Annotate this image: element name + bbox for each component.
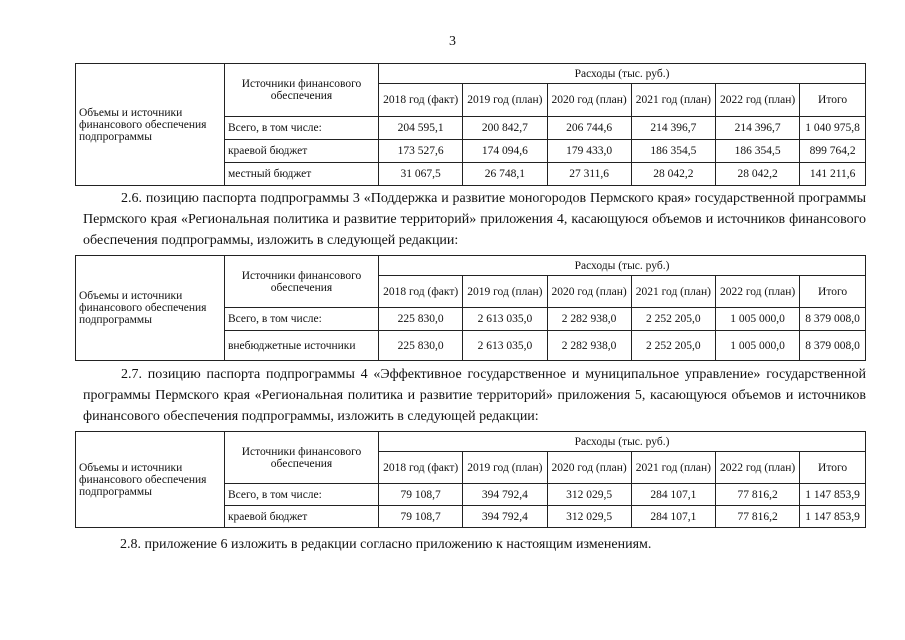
value-cell: 394 792,4: [463, 484, 547, 506]
value-cell: 225 830,0: [379, 331, 463, 361]
sources-header: Источники финансового обеспечения: [224, 256, 378, 308]
total-cell: 899 764,2: [800, 140, 866, 163]
year-header: 2022 год (план): [715, 452, 799, 484]
year-header: 2021 год (план): [631, 452, 715, 484]
year-header: 2019 год (план): [463, 84, 547, 117]
value-cell: 200 842,7: [463, 117, 547, 140]
value-cell: 284 107,1: [631, 506, 715, 528]
expenses-header: Расходы (тыс. руб.): [379, 256, 866, 276]
finance-table-3: [75, 431, 866, 528]
value-cell: 2 613 035,0: [463, 331, 547, 361]
source-cell: краевой бюджет: [224, 140, 378, 163]
value-cell: 77 816,2: [715, 484, 799, 506]
value-cell: 1 005 000,0: [715, 308, 799, 331]
expenses-header: Расходы (тыс. руб.): [379, 64, 866, 84]
value-cell: 77 816,2: [715, 506, 799, 528]
year-header: 2022 год (план): [715, 276, 799, 308]
expenses-header: Расходы (тыс. руб.): [379, 432, 866, 452]
year-header: 2019 год (план): [463, 452, 547, 484]
value-cell: 28 042,2: [715, 163, 799, 186]
value-cell: 2 252 205,0: [631, 331, 715, 361]
value-cell: 179 433,0: [547, 140, 631, 163]
value-cell: 174 094,6: [463, 140, 547, 163]
total-header: Итого: [800, 452, 866, 484]
year-header: 2018 год (факт): [379, 276, 463, 308]
value-cell: 204 595,1: [379, 117, 463, 140]
value-cell: 394 792,4: [463, 506, 547, 528]
total-header: Итого: [800, 84, 866, 117]
value-cell: 173 527,6: [379, 140, 463, 163]
total-cell: 1 147 853,9: [800, 484, 866, 506]
year-header: 2020 год (план): [547, 276, 631, 308]
year-header: 2021 год (план): [631, 276, 715, 308]
source-cell: Всего, в том числе:: [224, 117, 378, 140]
value-cell: 225 830,0: [379, 308, 463, 331]
total-cell: 8 379 008,0: [800, 331, 866, 361]
value-cell: 79 108,7: [379, 506, 463, 528]
page-number: 3: [449, 34, 456, 49]
finance-table-2: [75, 255, 866, 361]
source-cell: внебюджетные источники: [224, 331, 378, 361]
source-cell: местный бюджет: [224, 163, 378, 186]
value-cell: 2 613 035,0: [463, 308, 547, 331]
source-cell: Всего, в том числе:: [224, 308, 378, 331]
total-cell: 141 211,6: [800, 163, 866, 186]
value-cell: 186 354,5: [631, 140, 715, 163]
total-cell: 1 147 853,9: [800, 506, 866, 528]
value-cell: 2 282 938,0: [547, 331, 631, 361]
value-cell: 186 354,5: [715, 140, 799, 163]
paragraph-2-6: 2.6. позицию паспорта подпрограммы 3 «Поддержка и развитие моногородов Пермского края» государственной программы Пермского края «Региональная политика и развитие территорий» приложения 4, касающуюся объемов и источников финансового обеспечения подпрограммы, изложить в следующей редакции:: [83, 191, 866, 248]
value-cell: 27 311,6: [547, 163, 631, 186]
year-header: 2022 год (план): [715, 84, 799, 117]
total-cell: 8 379 008,0: [800, 308, 866, 331]
value-cell: 312 029,5: [547, 484, 631, 506]
value-cell: 214 396,7: [715, 117, 799, 140]
value-cell: 214 396,7: [631, 117, 715, 140]
table-label: Объемы и источники финансового обеспечения подпрограммы: [76, 432, 225, 528]
sources-header: Источники финансового обеспечения: [224, 432, 378, 484]
finance-table-1: [75, 63, 866, 186]
value-cell: 79 108,7: [379, 484, 463, 506]
value-cell: 206 744,6: [547, 117, 631, 140]
value-cell: 28 042,2: [631, 163, 715, 186]
year-header: 2020 год (план): [547, 84, 631, 117]
value-cell: 1 005 000,0: [715, 331, 799, 361]
value-cell: 2 282 938,0: [547, 308, 631, 331]
table-label: Объемы и источники финансового обеспечения подпрограммы: [76, 256, 225, 361]
total-cell: 1 040 975,8: [800, 117, 866, 140]
year-header: 2018 год (факт): [379, 452, 463, 484]
year-header: 2019 год (план): [463, 276, 547, 308]
value-cell: 26 748,1: [463, 163, 547, 186]
value-cell: 312 029,5: [547, 506, 631, 528]
year-header: 2018 год (факт): [379, 84, 463, 117]
source-cell: краевой бюджет: [224, 506, 378, 528]
source-cell: Всего, в том числе:: [224, 484, 378, 506]
year-header: 2020 год (план): [547, 452, 631, 484]
value-cell: 2 252 205,0: [631, 308, 715, 331]
total-header: Итого: [800, 276, 866, 308]
value-cell: 284 107,1: [631, 484, 715, 506]
year-header: 2021 год (план): [631, 84, 715, 117]
table-label: Объемы и источники финансового обеспечения подпрограммы: [76, 64, 225, 186]
value-cell: 31 067,5: [379, 163, 463, 186]
sources-header: Источники финансового обеспечения: [224, 64, 378, 117]
paragraph-2-8: 2.8. приложение 6 изложить в редакции согласно приложению к настоящим изменениям.: [120, 537, 652, 552]
paragraph-2-7: 2.7. позицию паспорта подпрограммы 4 «Эффективное государственное и муниципальное управление» государственной программы Пермского края «Региональная политика и развитие территорий» приложения 5, касающуюся объемов и источников финансового обеспечения подпрограммы, изложить в следующей редакции:: [83, 367, 866, 424]
